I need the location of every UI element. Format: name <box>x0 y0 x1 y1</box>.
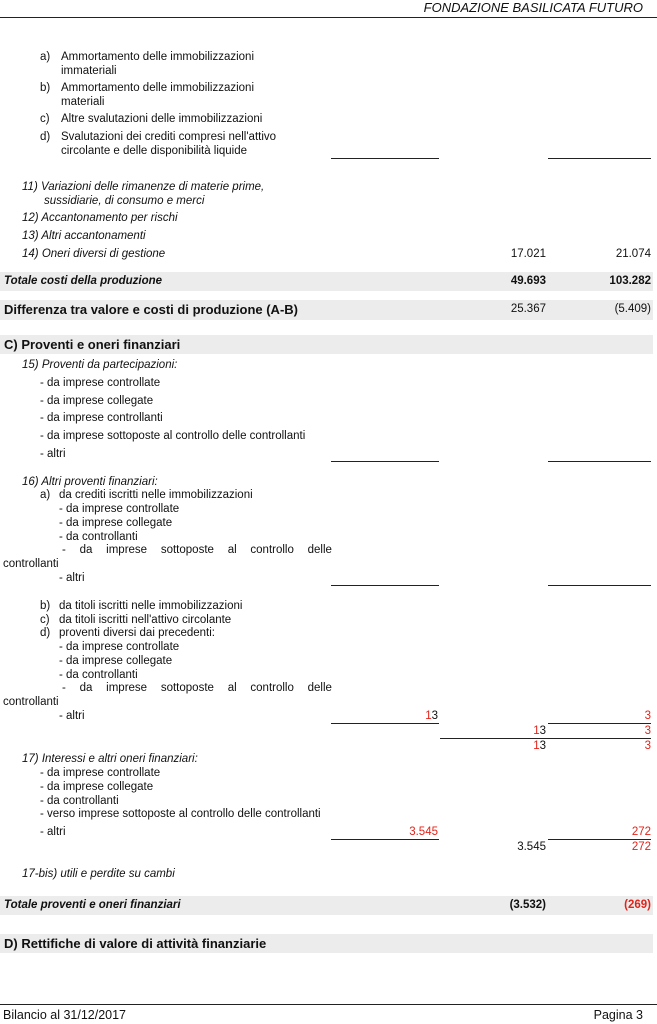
value-2016: 272 <box>631 826 651 838</box>
list-item: - da imprese controllanti <box>40 412 163 424</box>
item-marker: b) <box>40 600 51 612</box>
item-label: Altre svalutazioni delle immobilizzazioni <box>61 113 263 125</box>
value-2017: 3.545 <box>409 826 438 838</box>
item-label: 12) Accantonamento per rischi <box>22 212 178 224</box>
item-label: 17) Interessi e altri oneri finanziari: <box>22 753 198 765</box>
value-2016: 3 <box>644 710 651 722</box>
justified-item <box>62 682 332 694</box>
list-item: - da controllanti <box>59 531 138 543</box>
item-label: da titoli iscritti nelle immobilizzazioni <box>59 600 243 612</box>
total-16-2016: 3 <box>644 740 651 752</box>
list-item: - da imprese collegate <box>59 655 173 667</box>
word: sottoposte <box>160 544 214 556</box>
word: da <box>79 682 93 694</box>
list-item: - da imprese sottoposte al controllo delle controllanti <box>40 430 306 442</box>
justified-item <box>62 544 332 556</box>
footer-left: Bilancio al 31/12/2017 <box>3 1008 127 1022</box>
subtotal-rule <box>331 461 439 462</box>
document-header-title: FONDAZIONE BASILICATA FUTURO <box>423 0 643 15</box>
subtotal-rule <box>548 585 651 586</box>
subtotal-rule <box>440 738 651 739</box>
word: - <box>62 544 66 556</box>
list-item: - da imprese collegate <box>40 395 154 407</box>
value-part: 1 <box>533 725 540 737</box>
list-item: - da imprese collegate <box>40 781 154 793</box>
subtotal-rule <box>548 461 651 462</box>
item-label: 13) Altri accantonamenti <box>22 230 146 242</box>
list-item: - da controllanti <box>59 669 138 681</box>
subtotal-2017 <box>533 725 546 737</box>
list-item: - altri <box>40 448 66 460</box>
item-label: da crediti iscritti nelle immobilizzazioni <box>59 489 253 501</box>
subtotal-rule <box>548 158 651 159</box>
item-label: Ammortamento delle immobilizzazioni <box>61 51 255 63</box>
value-2016: (269) <box>624 899 651 911</box>
value-2017 <box>425 710 438 722</box>
list-item: - da imprese controllate <box>59 503 180 515</box>
item-marker: b) <box>40 82 51 94</box>
value-part: 3 <box>431 710 438 722</box>
list-item: - altri <box>40 826 66 838</box>
item-label: 15) Proventi da partecipazioni: <box>22 359 178 371</box>
list-item: - altri <box>59 710 85 722</box>
value-2017: (3.532) <box>509 899 546 911</box>
item-label: controllanti <box>3 696 59 708</box>
item-label: da titoli iscritti nell'attivo circolante <box>59 614 232 626</box>
footer-divider <box>0 1004 657 1005</box>
subtotal-rule <box>331 839 439 840</box>
item-label: proventi diversi dai precedenti: <box>59 627 215 639</box>
total-label: Totale proventi e oneri finanziari <box>4 899 181 911</box>
difference-label: Differenza tra valore e costi di produzione (A-B) <box>4 302 298 317</box>
item-label: circolante e delle disponibilità liquide <box>61 145 248 157</box>
list-item: - da imprese controllate <box>40 767 161 779</box>
total-16-2017 <box>533 740 546 752</box>
value-2016: 103.282 <box>609 275 651 287</box>
subtotal-rule <box>331 723 439 724</box>
value-2016: (5.409) <box>614 303 651 315</box>
list-item: - da imprese controllate <box>59 641 180 653</box>
word: al <box>227 544 237 556</box>
item-marker: d) <box>40 131 51 143</box>
subtotal-rule <box>331 585 439 586</box>
item-label: Ammortamento delle immobilizzazioni <box>61 82 255 94</box>
word: delle <box>307 682 332 694</box>
item-label: 14) Oneri diversi di gestione <box>22 248 166 260</box>
value-2017: 49.693 <box>510 275 546 287</box>
subtotal-2016: 3 <box>644 725 651 737</box>
word: imprese <box>106 544 148 556</box>
total-label: Totale costi della produzione <box>4 275 163 287</box>
section-title: C) Proventi e oneri finanziari <box>4 337 181 352</box>
list-item: - da imprese controllate <box>40 377 161 389</box>
header-divider <box>0 17 657 18</box>
value-2017: 17.021 <box>510 248 546 260</box>
subtotal-2016: 272 <box>631 841 651 853</box>
item-label: sussidiarie, di consumo e merci <box>44 195 205 207</box>
subtotal-rule <box>548 723 651 724</box>
value-part: 1 <box>533 740 540 752</box>
item-label: materiali <box>61 96 105 108</box>
item-marker: c) <box>40 614 50 626</box>
word: imprese <box>106 682 148 694</box>
value-2017: 25.367 <box>510 303 546 315</box>
section-title: D) Rettifiche di valore di attività finanziarie <box>4 936 267 951</box>
subtotal-rule <box>331 158 439 159</box>
word: delle <box>307 544 332 556</box>
word: controllo <box>250 682 294 694</box>
word: da <box>79 544 93 556</box>
value-part: 1 <box>425 710 432 722</box>
item-marker: c) <box>40 113 50 125</box>
item-label: controllanti <box>3 558 59 570</box>
word: - <box>62 682 66 694</box>
item-label: 17-bis) utili e perdite su cambi <box>22 868 175 880</box>
word: sottoposte <box>160 682 214 694</box>
item-marker: a) <box>40 51 51 63</box>
word: controllo <box>250 544 294 556</box>
page-number: Pagina 3 <box>593 1008 643 1022</box>
item-label: 11) Variazioni delle rimanenze di materie prime, <box>22 181 265 193</box>
item-label: immateriali <box>61 65 117 77</box>
value-part: 3 <box>539 740 546 752</box>
item-marker: a) <box>40 489 51 501</box>
subtotal-rule <box>548 839 651 840</box>
list-item: - verso imprese sottoposte al controllo delle controllanti <box>40 808 321 820</box>
item-label: 16) Altri proventi finanziari: <box>22 476 158 488</box>
word: al <box>227 682 237 694</box>
list-item: - altri <box>59 572 85 584</box>
value-2016: 21.074 <box>615 248 651 260</box>
item-label: Svalutazioni dei crediti compresi nell'attivo <box>61 131 277 143</box>
list-item: - da imprese collegate <box>59 517 173 529</box>
subtotal-2017: 3.545 <box>517 841 546 853</box>
item-marker: d) <box>40 627 51 639</box>
list-item: - da controllanti <box>40 795 119 807</box>
value-part: 3 <box>539 725 546 737</box>
